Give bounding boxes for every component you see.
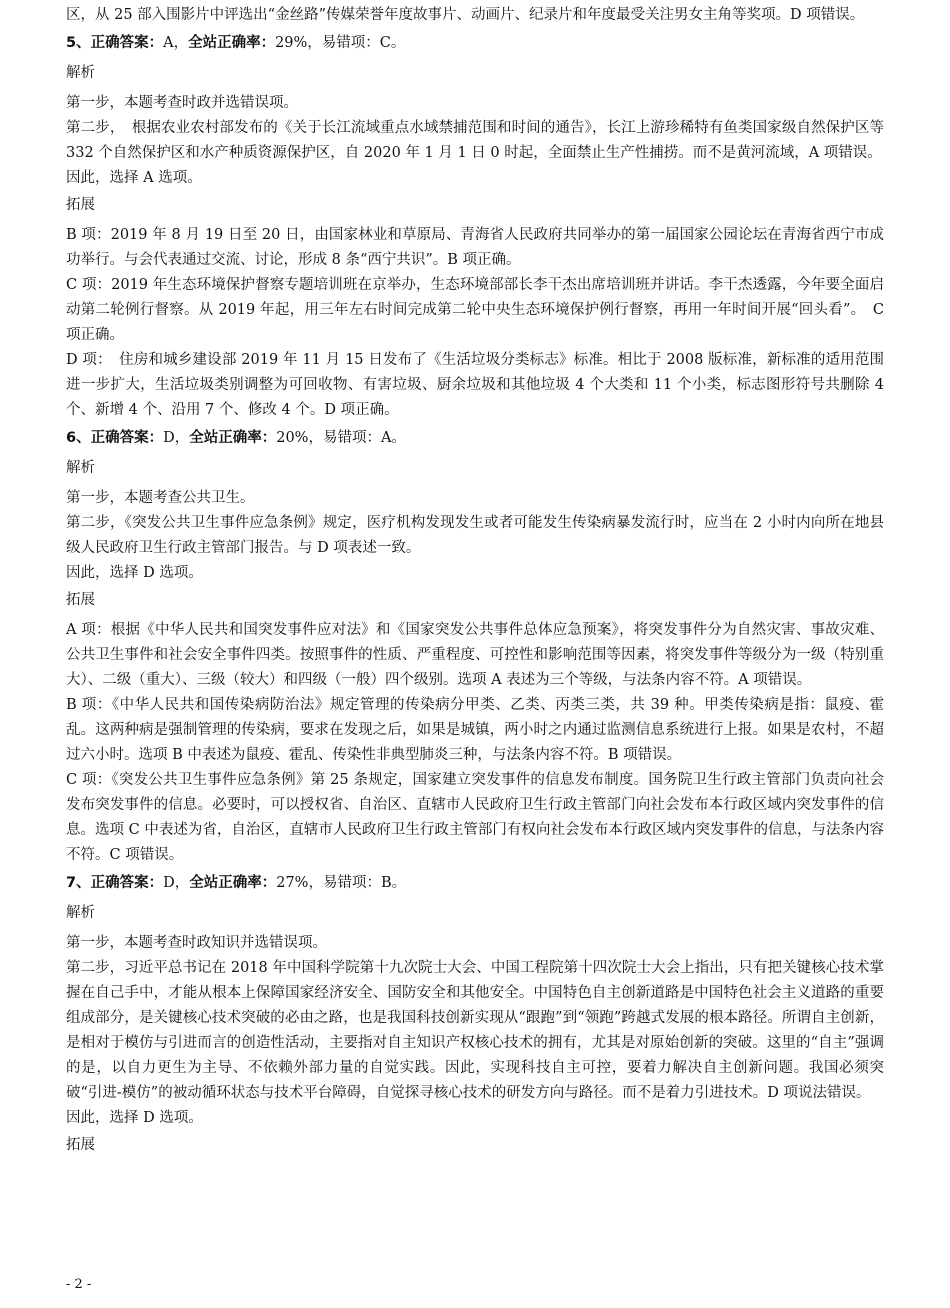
paragraph: D 项： 住房和城乡建设部 2019 年 11 月 15 日发布了《生活垃圾分类标志》标准。相比于 2008 版标准，新标准的适用范围进一步扩大，生活垃圾类别调整为可回收物、有害垃圾、厨余垃圾和其他垃圾 4 个大类和 11 个小类，标志图形符号共删除 4 个、新增 4 个、沿用 7 个、修改 4 个。D 项正确。: [66, 352, 884, 418]
answer-line: [66, 871, 884, 896]
rate-label: 全站正确率：: [189, 430, 277, 446]
page-number: - 2 -: [66, 1277, 92, 1292]
rate-value: 27%，易错项：B。: [276, 875, 407, 891]
paragraph: 第一步，本题考查时政并选错误项。: [66, 95, 298, 111]
paragraph: 第一步，本题考查公共卫生。: [66, 490, 255, 506]
section-heading: 解析: [66, 460, 95, 476]
rate-value: 29%，易错项：C。: [275, 35, 406, 51]
answer-value: D，: [163, 430, 190, 446]
paragraph: 第二步，习近平总书记在 2018 年中国科学院第十九次院士大会、中国工程院第十四次院士大会上指出，只有把关键核心技术掌握在自己手中，才能从根本上保障国家经济安全、国防安全和其他安全。中国特色自主创新道路是中国特色社会主义道路的重要组成部分，是关键核心技术突破的必由之路，也是我国科技创新实现从“跟跑”到“领跑”跨越式发展的根本路径。所谓自主创新，是相对于模仿与引进而言的创造性活动，主要指对自主知识产权核心技术的拥有，尤其是对原始创新的突破。这里的“自主”强调的是，以自力更生为主导、不依赖外部力量的自觉实践。因此，实现科技自主可控，要着力解决自主创新问题。我国必须突破“引进-模仿”的被动循环状态与技术平台障碍，自觉探寻核心技术的研发方向与路径。而不是着力引进技术。D 项说法错误。: [66, 960, 884, 1101]
paragraph: C 项：2019 年生态环境保护督察专题培训班在京举办，生态环境部部长李干杰出席培训班并讲话。李干杰透露，今年要全面启动第二轮例行督察。从 2019 年起，用三年左右时间完成第二轮中央生态环境保护例行督察，再用一年时间开展“回头看”。 C 项正确。: [66, 277, 884, 343]
paragraph: B 项：2019 年 8 月 19 日至 20 日，由国家林业和草原局、青海省人民政府共同举办的第一届国家公园论坛在青海省西宁市成功举行。与会代表通过交流、讨论，形成 8 条“西宁共识”。B 项正确。: [66, 227, 884, 268]
paragraph: C 项：《突发公共卫生事件应急条例》第 25 条规定，国家建立突发事件的信息发布制度。国务院卫生行政主管部门负责向社会发布突发事件的信息。必要时，可以授权省、自治区、直辖市人民政府卫生行政主管部门向社会发布本行政区域内突发事件的信息。选项 C 中表述为省，自治区，直辖市人民政府卫生行政主管部门有权向社会发布本行政区域内突发事件的信息，与法条内容不符。C 项错误。: [66, 772, 884, 863]
section-heading: 解析: [66, 905, 95, 921]
section-heading: 拓展: [66, 197, 95, 213]
paragraph: 因此，选择 D 选项。: [66, 565, 203, 581]
paragraph: 因此，选择 D 选项。: [66, 1110, 203, 1126]
paragraph: 第二步，《突发公共卫生事件应急条例》规定，医疗机构发现发生或者可能发生传染病暴发流行时，应当在 2 小时内向所在地县级人民政府卫生行政主管部门报告。与 D 项表述一致。: [66, 515, 884, 556]
rate-label: 全站正确率：: [189, 875, 277, 891]
answer-line: [66, 426, 884, 451]
rate-value: 20%，易错项：A。: [276, 430, 406, 446]
paragraph: A 项：根据《中华人民共和国突发事件应对法》和《国家突发公共事件总体应急预案》，将突发事件分为自然灾害、事故灾难、公共卫生事件和社会安全事件四类。按照事件的性质、严重程度、可控性和影响范围等因素，将突发事件等级分为一级（特别重大）、二级（重大）、三级（较大）和四级（一般）四个级别。选项 A 表述为三个等级，与法条内容不符。A 项错误。: [66, 622, 884, 688]
paragraph: 因此，选择 A 选项。: [66, 170, 202, 186]
document-content: [66, 3, 884, 1158]
paragraph: 第一步，本题考查时政知识并选错误项。: [66, 935, 327, 951]
section-heading: 拓展: [66, 592, 95, 608]
answer-value: A，: [163, 35, 189, 51]
answer-label: 5、正确答案：: [66, 35, 164, 51]
answer-line: [66, 31, 884, 56]
answer-label: 7、正确答案：: [66, 875, 164, 891]
paragraph: 第二步， 根据农业农村部发布的《关于长江流域重点水域禁捕范围和时间的通告》，长江上游珍稀特有鱼类国家级自然保护区等 332 个自然保护区和水产种质资源保护区，自 2020 年 1 月 1 日 0 时起，全面禁止生产性捕捞。而不是黄河流域，A 项错误。: [66, 120, 884, 161]
rate-label: 全站正确率：: [188, 35, 276, 51]
section-heading: 拓展: [66, 1137, 95, 1153]
section-heading: 解析: [66, 65, 95, 81]
answer-label: 6、正确答案：: [66, 430, 164, 446]
paragraph: 区，从 25 部入围影片中评选出“金丝路”传媒荣誉年度故事片、动画片、纪录片和年度最受关注男女主角等奖项。D 项错误。: [66, 7, 865, 23]
paragraph: B 项：《中华人民共和国传染病防治法》规定管理的传染病分甲类、乙类、丙类三类，共 39 种。甲类传染病是指：鼠疫、霍乱。这两种病是强制管理的传染病，要求在发现之后，如果是城镇，两小时之内通过监测信息系统进行上报。如果是农村，不超过六小时。选项 B 中表述为鼠疫、霍乱、传染性非典型肺炎三种，与法条内容不符。B 项错误。: [66, 697, 884, 763]
answer-value: D，: [163, 875, 190, 891]
